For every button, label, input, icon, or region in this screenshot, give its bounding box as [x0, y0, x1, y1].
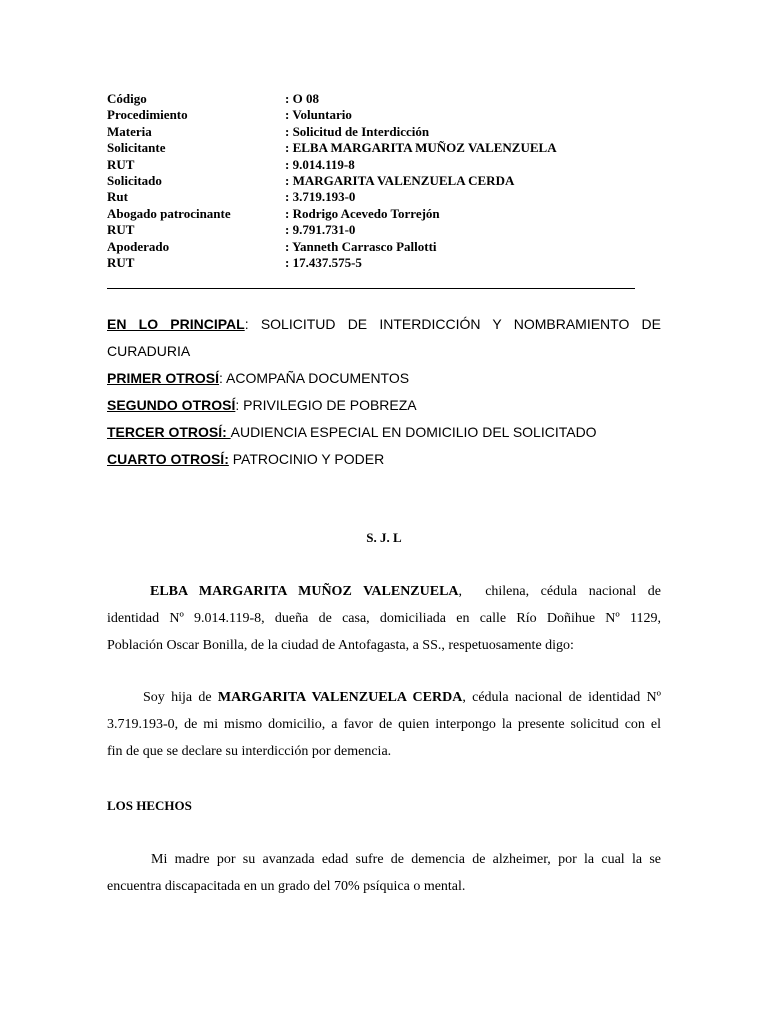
header-value: : Rodrigo Acevedo Torrejón — [285, 205, 440, 221]
primer-otrosi-label: PRIMER OTROSÍ — [107, 370, 220, 386]
tercer-otrosi-text: AUDIENCIA ESPECIAL EN DOMICILIO DEL SOLICITADO — [230, 424, 597, 440]
paragraph-line: Mi madre por su avanzada edad sufre de demencia de alzheimer, por la cual la se — [151, 852, 661, 867]
primer-otrosi-text: : ACOMPAÑA DOCUMENTOS — [219, 370, 410, 386]
principal-line — [107, 316, 661, 332]
header-value: : 9.791.731-0 — [285, 222, 356, 238]
header-label: RUT — [107, 222, 135, 238]
paragraph-line — [107, 690, 661, 706]
paragraph-line: fin de que se declare su interdicción por demencia. — [107, 744, 392, 759]
header-label: Apoderado — [107, 238, 170, 254]
paragraph-line — [107, 584, 661, 600]
segundo-otrosi-label: SEGUNDO OTROSÍ — [107, 397, 236, 413]
header-label: Rut — [107, 189, 128, 205]
petitioner-name: ELBA MARGARITA MUÑOZ VALENZUELA — [150, 584, 459, 599]
paragraph-text: Soy hija de — [143, 690, 218, 705]
header-label: RUT — [107, 156, 135, 172]
paragraph-text: , chilena, cédula nacional de — [458, 584, 661, 599]
cuarto-otrosi-text: PATROCINIO Y PODER — [228, 451, 385, 467]
header-row — [107, 124, 557, 140]
header-value: : Yanneth Carrasco Pallotti — [285, 238, 437, 254]
header-value: : 17.437.575-5 — [285, 254, 362, 270]
header-value: : Voluntario — [285, 107, 352, 123]
header-row — [107, 206, 557, 222]
header-label: Materia — [107, 123, 152, 139]
header-label: Código — [107, 91, 147, 106]
header-divider — [107, 288, 635, 289]
header-row — [107, 173, 557, 189]
court-address: S. J. L — [366, 530, 402, 545]
paragraph-text: , cédula nacional de identidad Nº — [462, 690, 662, 705]
primer-otrosi-line — [107, 370, 409, 386]
header-value: : MARGARITA VALENZUELA CERDA — [285, 172, 515, 188]
header-row — [107, 189, 557, 205]
paragraph-line: identidad Nº 9.014.119-8, dueña de casa, domiciliada en calle Río Doñihue Nº 1129, — [107, 611, 661, 626]
paragraph-line: Población Oscar Bonilla, de la ciudad de Antofagasta, a SS., respetuosamente digo: — [107, 638, 574, 653]
header-label: Procedimiento — [107, 107, 188, 123]
principal-label: EN LO PRINCIPAL — [107, 316, 245, 332]
section-title-hechos: LOS HECHOS — [107, 798, 192, 813]
header-value: : 9.014.119-8 — [285, 156, 355, 172]
cuarto-otrosi-label: CUARTO OTROSÍ: — [107, 451, 229, 467]
paragraph-line: 3.719.193-0, de mi mismo domicilio, a favor de quien interpongo la presente solicitud con el — [107, 717, 661, 732]
paragraph-line: encuentra discapacitada en un grado del 70% psíquica o mental. — [107, 879, 466, 894]
header-label: Solicitado — [107, 172, 162, 188]
header-label: Abogado patrocinante — [107, 205, 231, 221]
header-value: : 3.719.193-0 — [285, 189, 356, 205]
tercer-otrosi-label: TERCER OTROSÍ: — [107, 424, 231, 440]
header-value: : Solicitud de Interdicción — [285, 123, 430, 139]
principal-text: : SOLICITUD DE INTERDICCIÓN Y NOMBRAMIENTO DE — [244, 316, 661, 332]
segundo-otrosi-text: : PRIVILEGIO DE POBREZA — [235, 397, 417, 413]
header-row — [107, 222, 557, 238]
header-row — [107, 255, 557, 271]
header-value: : ELBA MARGARITA MUÑOZ VALENZUELA — [285, 140, 557, 156]
header-label: RUT — [107, 254, 135, 270]
header-row — [107, 239, 557, 255]
header-label: Solicitante — [107, 140, 166, 156]
header-row — [107, 91, 557, 107]
tercer-otrosi-line — [107, 424, 597, 440]
cuarto-otrosi-line — [107, 451, 384, 467]
case-header-table — [107, 91, 557, 271]
segundo-otrosi-line — [107, 397, 417, 413]
header-value: : O 08 — [285, 91, 319, 106]
header-row — [107, 157, 557, 173]
principal-line-continued: CURADURIA — [107, 343, 191, 359]
respondent-name: MARGARITA VALENZUELA CERDA — [217, 690, 463, 705]
header-row — [107, 107, 557, 123]
header-row — [107, 140, 557, 156]
